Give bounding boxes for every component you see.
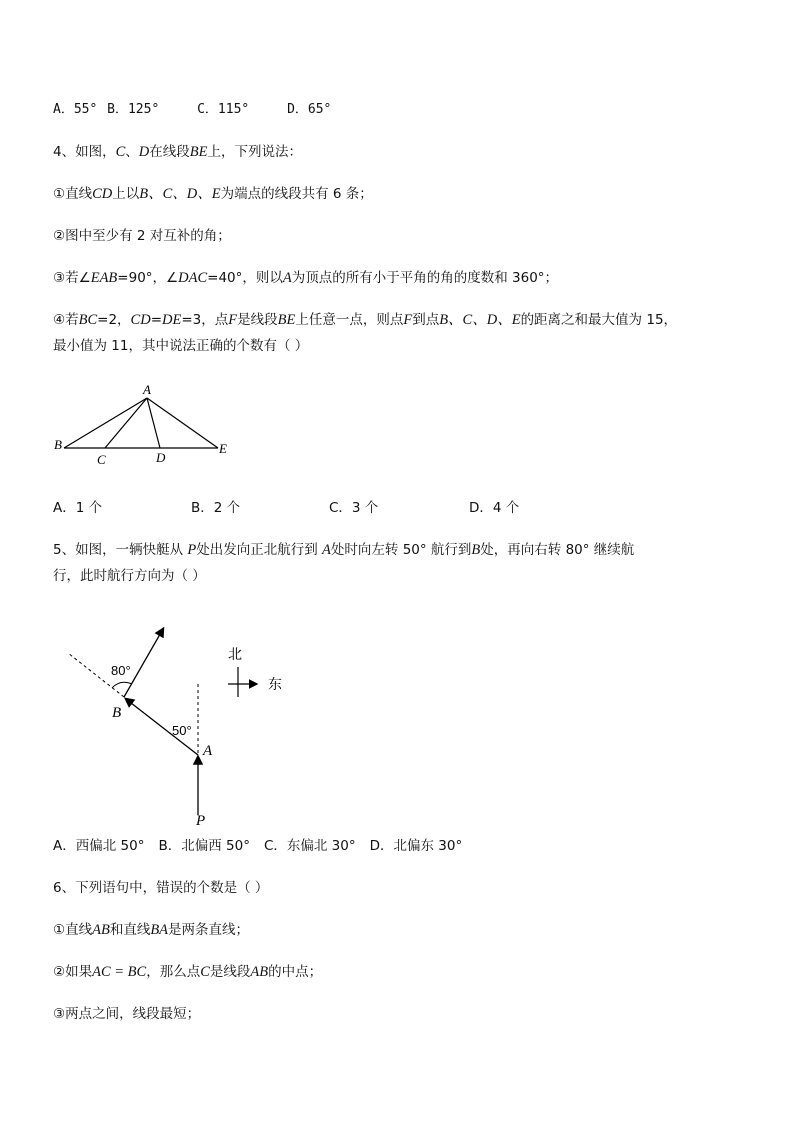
q4-statement-4: ④若BC=2，CD=DE=3，点F是线段BE上任意一点，则点F到点B、C、D、E的距离之和最大值为 15， xyxy=(53,312,678,328)
label-b: B xyxy=(112,705,122,721)
q4-statement-3: ③若∠EAB=90°，∠DAC=40°，则以A为顶点的所有小于平角的角的度数和 360°； xyxy=(53,270,559,286)
q4-statement-1: ①直线CD上以B、C、D、E为端点的线段共有 6 条； xyxy=(53,186,373,202)
label-angle-50: 50° xyxy=(172,723,192,738)
segment-ab xyxy=(64,398,147,448)
q4-statement-2: ②图中至少有 2 对互补的角； xyxy=(53,228,231,244)
q3-option-d: D．65° xyxy=(287,102,332,117)
q5-navigation-figure xyxy=(50,615,300,830)
q6-stem: 6、下列语句中，错误的个数是（ ） xyxy=(53,880,269,896)
q5-options xyxy=(53,837,462,855)
q4-option-b: B．2 个 xyxy=(191,500,241,516)
label-c: C xyxy=(97,452,106,467)
label-b: B xyxy=(54,437,62,452)
q5-stem-cont: 行，此时航行方向为（ ） xyxy=(53,568,206,584)
q4-options xyxy=(53,499,519,517)
q5-stem: 5、如图，一辆快艇从 P处出发向正北航行到 A处时向左转 50° 航行到B处，再向右转 80° 继续航 xyxy=(53,542,635,558)
q3-option-c: C．115° xyxy=(197,102,250,117)
q4-stem: 4、如图，C、D在线段BE上，下列说法： xyxy=(53,144,302,160)
label-a: A xyxy=(203,743,213,759)
label-north: 北 xyxy=(228,647,242,663)
label-p: P xyxy=(196,813,206,829)
label-angle-80: 80° xyxy=(111,663,131,678)
q6-statement-2: ②如果AC = BC，那么点C是线段AB的中点； xyxy=(53,964,323,980)
q4-option-d: D．4 个 xyxy=(469,500,520,516)
label-east: 东 xyxy=(268,677,282,693)
q3-option-b: B．125° xyxy=(107,102,160,117)
q5-option-b: B．北偏西 50° xyxy=(158,838,250,854)
q3-option-a: A．55° xyxy=(53,102,98,117)
segment-ac xyxy=(105,398,147,448)
q4-triangle-figure xyxy=(50,380,240,470)
q5-option-d: D．北偏东 30° xyxy=(369,838,463,854)
q5-option-c: C．东偏北 30° xyxy=(263,838,356,854)
q6-statement-1: ①直线AB和直线BA是两条直线； xyxy=(53,922,250,938)
label-d: D xyxy=(156,450,166,465)
q4-option-a: A．1 个 xyxy=(53,500,103,516)
label-a: A xyxy=(143,382,151,397)
q3-options xyxy=(53,101,331,119)
q4-option-c: C．3 个 xyxy=(329,500,379,516)
q5-option-a: A．西偏北 50° xyxy=(53,838,145,854)
label-e: E xyxy=(219,441,227,456)
q4-statement-4-cont: 最小值为 11，其中说法正确的个数有（ ） xyxy=(53,338,309,354)
q6-statement-3: ③两点之间，线段最短； xyxy=(53,1006,201,1022)
